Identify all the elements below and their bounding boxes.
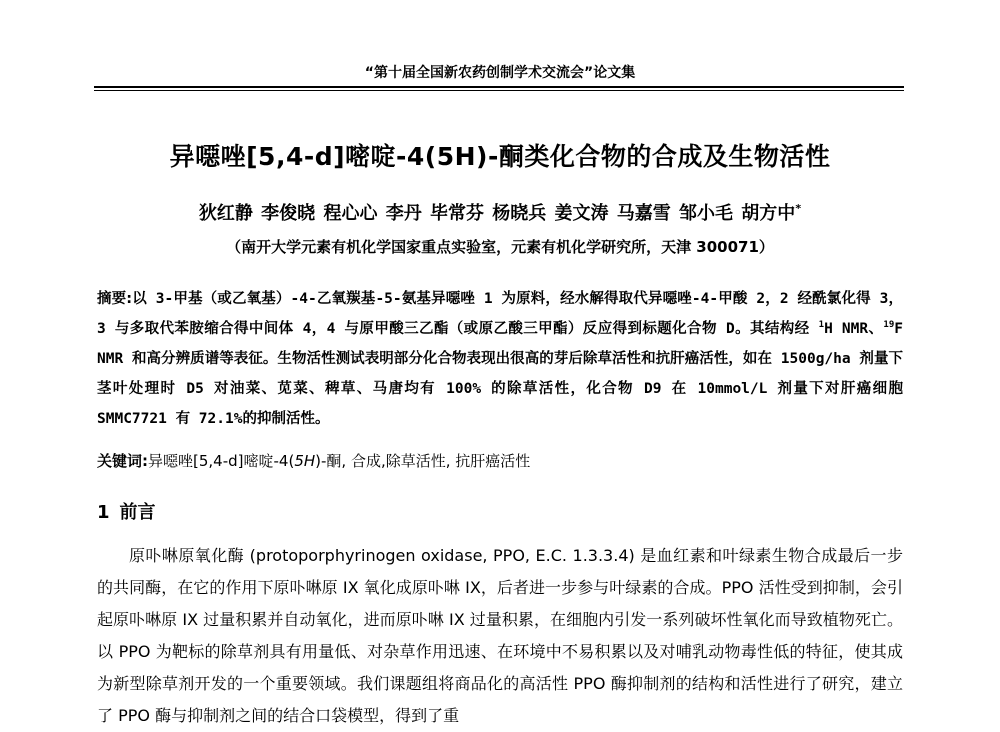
section-title: 前言 xyxy=(119,502,156,523)
keywords-text-1: 异噁唑[5,4-d]嘧啶-4( xyxy=(148,452,295,470)
keywords-label: 关键词: xyxy=(97,452,148,470)
keywords-italic: 5H xyxy=(294,452,316,470)
section-number: 1 xyxy=(97,502,110,523)
header-rule-thin xyxy=(94,90,904,91)
body-paragraph: 原卟啉原氧化酶 (protoporphyrinogen oxidase, PPO, E.C. 1.3.3.4) 是血红素和叶绿素生物合成最后一步的共同酶，在它的作用下原卟啉原 IX 氧化成原卟啉 IX，后者进一步参与叶绿素的合成。PPO 活性受到抑制，会引起原卟啉原 IX 过量积累并自动氧化，进而原卟啉 IX 过量积累，在细胞内引发一系列破坏性氧化而导致植物死亡。以 PPO 为靶标的除草剂具有用量低、对杂草作用迅速、在环境中不易积累以及对哺乳动物毒性低的特征，使其成为新型除草剂开发的一个重要领域。我们课题组将商品化的高活性 PPO 酶抑制剂的结构和活性进行了研究，建立了 PPO 酶与抑制剂之间的结合口袋模型，得到了重 xyxy=(97,546,903,725)
running-header: “第十届全国新农药创制学术交流会”论文集 xyxy=(364,65,636,81)
paper-title: 异噁唑[5,4-d]嘧啶-4(5H)-酮类化合物的合成及生物活性 xyxy=(169,142,831,171)
affiliation: （南开大学元素有机化学国家重点实验室，元素有机化学研究所，天津 300071） xyxy=(226,238,774,256)
header-rule xyxy=(94,86,904,88)
abstract xyxy=(97,284,903,434)
abstract-text-3: F NMR 和高分辨质谱等表征。生物活性测试表明部分化合物表现出很高的芽后除草活性和抗肝癌活性，如在 1500g/ha 剂量下茎叶处理时 D5 对油菜、苋菜、稗草、马唐均有 100% 的除草活性，化合物 D9 在 10mmol/L 剂量下对肝癌细胞 SMMC7721 有 72.1%的抑制活性。 xyxy=(97,321,903,427)
abstract-sup-2: 19 xyxy=(883,320,895,331)
section-heading xyxy=(97,498,156,524)
author-list xyxy=(0,199,1000,225)
body-text xyxy=(97,540,903,732)
author-names: 狄红静 李俊晓 程心心 李丹 毕常芬 杨晓兵 姜文涛 马嘉雪 邹小毛 胡方中 xyxy=(198,203,796,224)
corresponding-author-mark: * xyxy=(795,202,802,215)
abstract-sup-1: 1 xyxy=(818,320,825,331)
abstract-label: 摘要: xyxy=(97,291,133,307)
keywords xyxy=(97,450,903,471)
abstract-text-2: H NMR、 xyxy=(824,321,884,337)
keywords-text-2: )-酮, 合成,除草活性, 抗肝癌活性 xyxy=(315,452,531,470)
abstract-text-1: 以 3-甲基（或乙氧基）-4-乙氧羰基-5-氨基异噁唑 1 为原料，经水解得取代异噁唑-4-甲酸 2，2 经酰氯化得 3，3 与多取代苯胺缩合得中间体 4，4 与原甲酸三乙酯（或原乙酸三甲酯）反应得到标题化合物 D。其结构经 xyxy=(97,291,903,337)
